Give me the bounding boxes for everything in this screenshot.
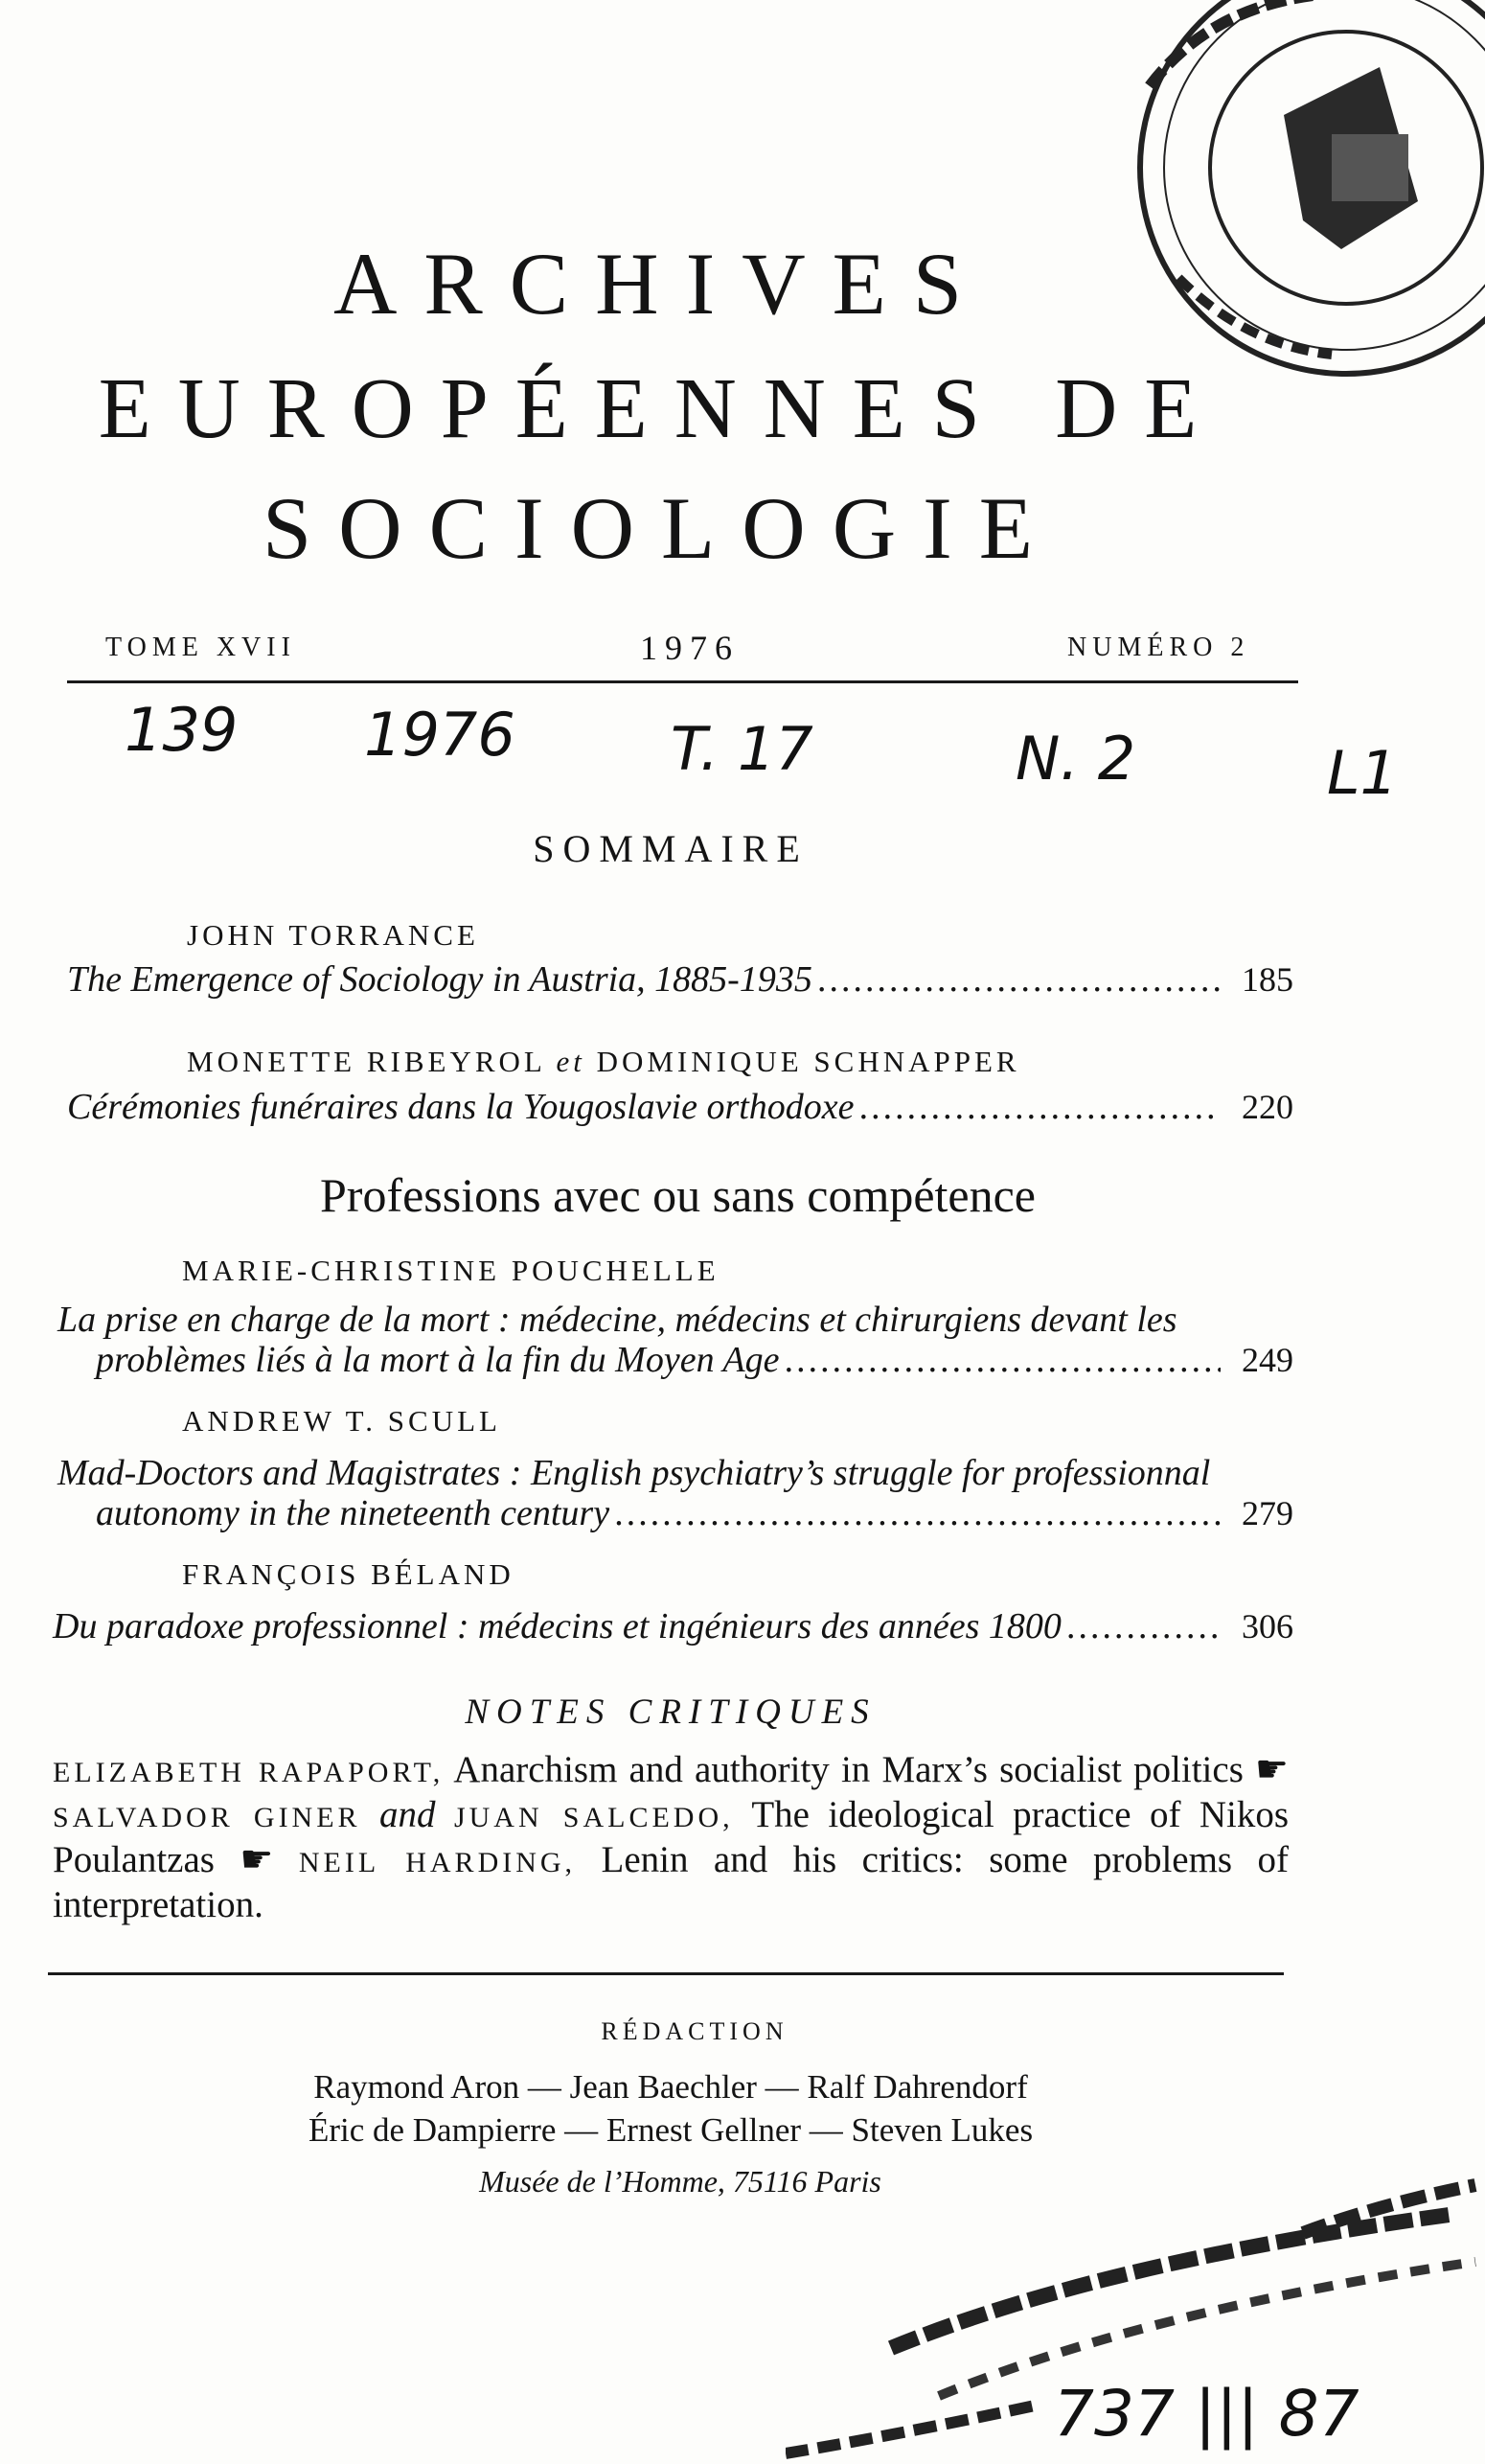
entry-title: The Emergence of Sociology in Austria, 1885-1935 — [67, 959, 812, 1000]
entry-author: ANDREW T. SCULL — [182, 1404, 501, 1438]
leader-dots — [785, 1339, 1221, 1381]
editors-line1: Raymond Aron — Jean Baechler — Ralf Dahrendorf — [313, 2068, 1028, 2106]
page-number: 249 — [1242, 1341, 1293, 1379]
page-number: 279 — [1242, 1494, 1293, 1532]
handwritten-year: 1976 — [364, 700, 515, 770]
header-rule — [67, 680, 1298, 683]
author-name: DOMINIQUE SCHNAPPER — [596, 1045, 1020, 1078]
page-number: 220 — [1242, 1088, 1293, 1126]
library-stamp-top — [1092, 0, 1485, 403]
conjunction: et — [556, 1045, 585, 1078]
section-heading: Professions avec ou sans compétence — [320, 1168, 1036, 1222]
note-title: Lenin and his critics: some problems of interpretation. — [53, 1839, 1290, 1925]
entry-title-line1: Mad-Doctors and Magistrates : English psychiatry’s struggle for professionnal — [57, 1453, 1211, 1493]
entry-title-line2: autonomy in the nineteenth century — [96, 1493, 610, 1533]
conjunction: and — [379, 1794, 436, 1835]
entry-author: MARIE-CHRISTINE POUCHELLE — [182, 1254, 720, 1287]
page-number: 306 — [1242, 1607, 1293, 1646]
author-name: MONETTE RIBEYROL — [187, 1045, 545, 1078]
handwritten-number: 139 — [125, 695, 239, 765]
handwritten-tome: T. 17 — [671, 714, 813, 784]
note-author: JUAN SALCEDO, — [453, 1802, 734, 1833]
entry-title-line1: La prise en charge de la mort : médecine, médecins et chirurgiens devant les — [57, 1300, 1177, 1340]
redaction-heading: RÉDACTION — [601, 2017, 788, 2045]
footer-rule — [48, 1972, 1284, 1975]
entry-title: Du paradoxe professionnel : médecins et ingénieurs des années 1800 — [53, 1606, 1062, 1647]
note-title: Anarchism and authority in Marx’s socialist politics — [453, 1749, 1244, 1790]
pointing-hand-icon: ☛ — [240, 1839, 274, 1880]
leader-dots — [615, 1492, 1221, 1534]
notes-paragraph — [53, 1749, 1289, 1926]
notes-heading: NOTES CRITIQUES — [465, 1693, 877, 1732]
note-author: ELIZABETH RAPAPORT, — [53, 1757, 445, 1788]
note-author: SALVADOR GINER — [53, 1802, 361, 1833]
editors-line2: Éric de Dampierre — Ernest Gellner — Steven Lukes — [308, 2111, 1034, 2149]
numero-label: NUMÉRO 2 — [1067, 633, 1250, 662]
toc-entry — [67, 1086, 1293, 1128]
journal-title-line2: EUROPÉENNES DE — [98, 361, 1224, 456]
toc-entry — [53, 1605, 1293, 1647]
sommaire-heading: SOMMAIRE — [533, 827, 809, 870]
toc-entry — [96, 1492, 1293, 1534]
handwritten-shelfmark: 737 ||| 87 — [1054, 2377, 1359, 2451]
entry-authors — [187, 1045, 1020, 1079]
leader-dots — [818, 958, 1221, 1001]
leader-dots — [860, 1086, 1221, 1128]
toc-entry — [96, 1339, 1293, 1381]
entry-author: JOHN TORRANCE — [187, 918, 479, 952]
entry-author: FRANÇOIS BÉLAND — [182, 1557, 514, 1591]
note-title: The ideological practice of Nikos Poulantzas — [53, 1794, 1290, 1880]
journal-title-line1: ARCHIVES — [332, 235, 990, 333]
year-label: 1976 — [640, 629, 740, 667]
handwritten-mark: L1 — [1327, 738, 1398, 808]
page-number: 185 — [1242, 960, 1293, 999]
entry-title-line2: problèmes liés à la mort à la fin du Moyen Age — [96, 1340, 780, 1380]
note-author: NEIL HARDING, — [298, 1847, 577, 1878]
address-line: Musée de l’Homme, 75116 Paris — [479, 2164, 881, 2199]
journal-title-line3: SOCIOLOGIE — [263, 479, 1060, 577]
handwritten-numero: N. 2 — [1016, 724, 1136, 794]
leader-dots — [1067, 1605, 1221, 1647]
toc-entry — [67, 958, 1293, 1001]
tome-label: TOME XVII — [105, 633, 296, 662]
entry-title: Cérémonies funéraires dans la Yougoslavie orthodoxe — [67, 1087, 855, 1127]
pointing-hand-icon: ☛ — [1255, 1749, 1289, 1790]
